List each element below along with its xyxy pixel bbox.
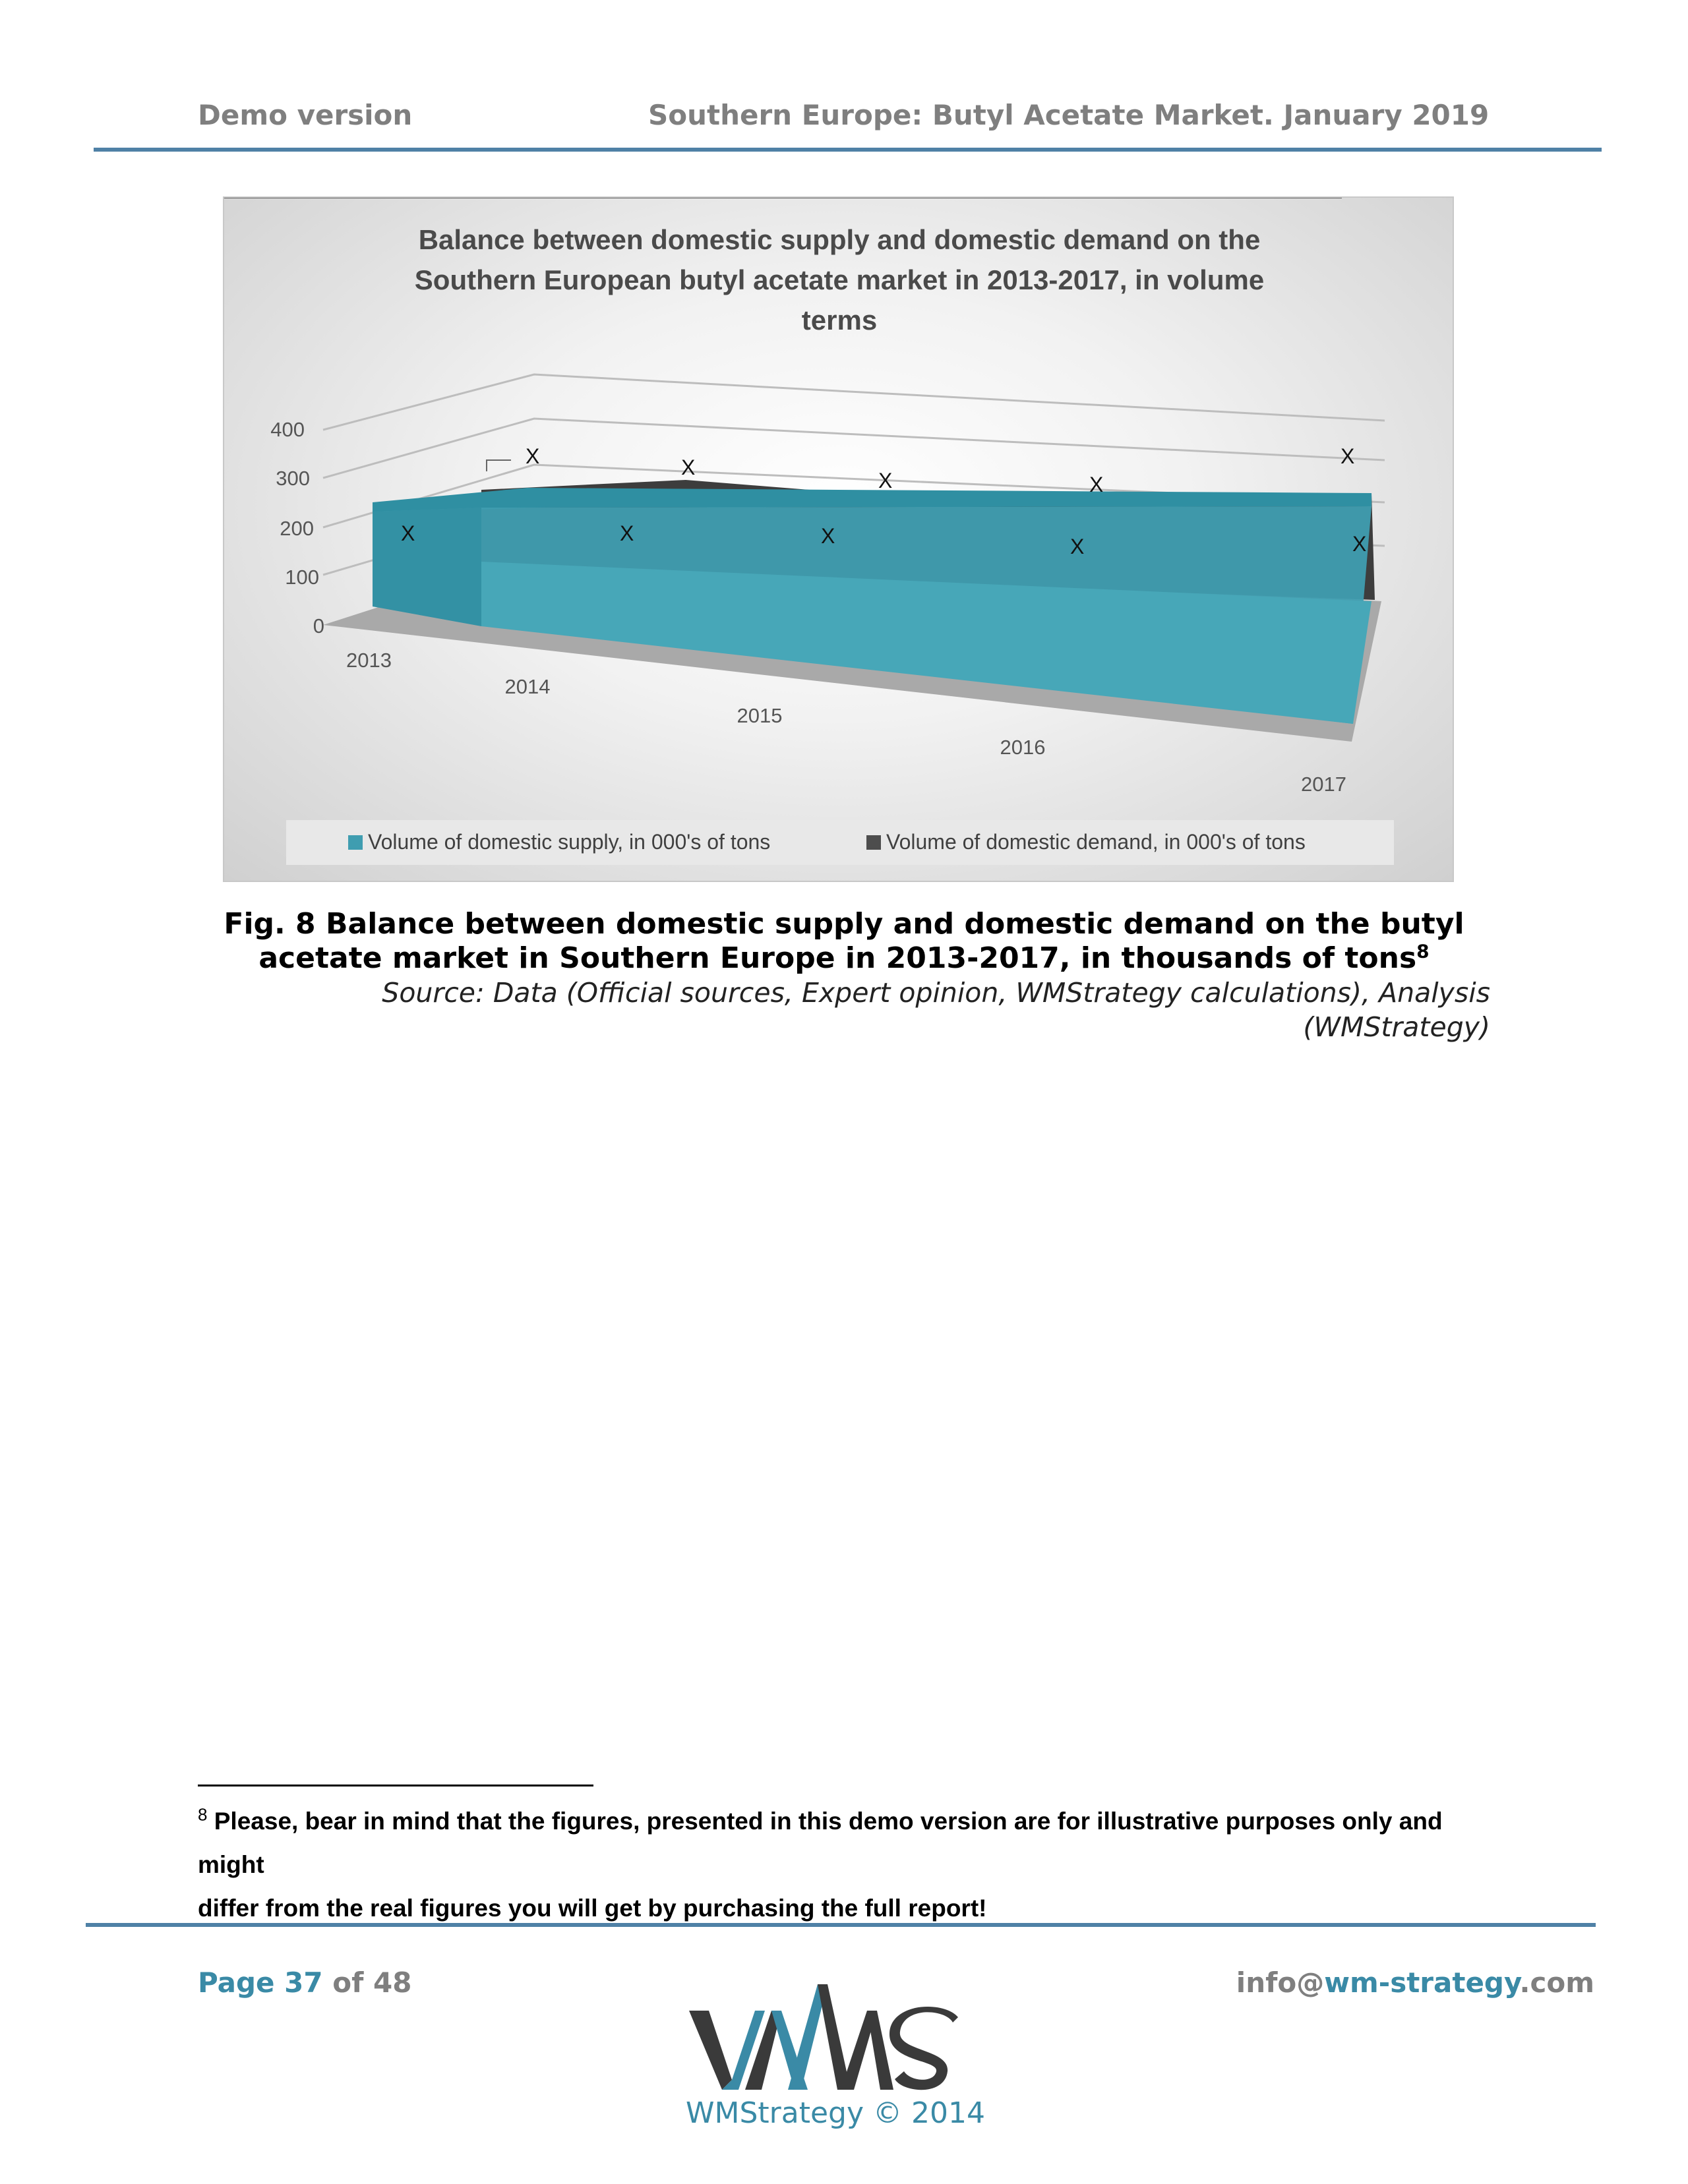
- figure-source-line-2: (WMStrategy): [1303, 1011, 1490, 1043]
- legend-swatch-demand: [866, 835, 881, 850]
- figure-caption: [198, 907, 1490, 1044]
- demand-point-label-2013: X: [526, 444, 540, 468]
- logo-caption: WMStrategy © 2014: [686, 2096, 985, 2130]
- email-domain: wm-strategy: [1324, 1966, 1520, 1999]
- x-tick-2013: 2013: [346, 649, 392, 672]
- email-suffix: .com: [1519, 1966, 1594, 1999]
- y-tick-200: 200: [280, 517, 314, 540]
- demand-point-label-2014: X: [681, 456, 696, 479]
- figure-caption-line-2-text: acetate market in Southern Europe in 2013-2017, in thousands of tons: [258, 941, 1417, 975]
- supply-point-label-2013: X: [401, 521, 415, 545]
- chart-title-line-1: Balance between domestic supply and domestic demand on the: [418, 224, 1261, 255]
- page-word: Page: [198, 1966, 275, 1999]
- legend-label-supply: Volume of domestic supply, in 000's of tons: [368, 830, 771, 854]
- supply-area-side: [373, 508, 481, 626]
- header-report-title: Southern Europe: Butyl Acetate Market. January 2019: [648, 99, 1490, 131]
- chart-title-line-3: terms: [801, 305, 878, 336]
- page-number: [198, 1966, 411, 1999]
- supply-point-label-2015: X: [821, 524, 835, 548]
- supply-point-label-2014: X: [620, 521, 634, 545]
- figure-source-line-1: Source: Data (Official sources, Expert opinion, WMStrategy calculations), Analysis: [382, 977, 1490, 1009]
- figure-footnote-ref[interactable]: 8: [1416, 940, 1430, 962]
- x-tick-2016: 2016: [1000, 736, 1046, 759]
- page-total: of 48: [332, 1966, 412, 1999]
- x-tick-2015: 2015: [737, 704, 783, 727]
- legend-label-demand: Volume of domestic demand, in 000's of tons: [886, 830, 1306, 854]
- chart-svg: [224, 198, 1455, 883]
- demand-point-label-2016: X: [1089, 473, 1104, 496]
- footer-divider: [86, 1923, 1596, 1927]
- figure-caption-line-1: Fig. 8 Balance between domestic supply and domestic demand on the butyl: [224, 907, 1464, 941]
- header-demo-label: Demo version: [198, 99, 413, 131]
- figure-caption-line-2: [198, 941, 1490, 976]
- header-divider: [94, 148, 1602, 152]
- footnote: [198, 1800, 1503, 1930]
- legend-swatch-supply: [348, 835, 363, 850]
- contact-email-link[interactable]: [1236, 1966, 1594, 1999]
- x-tick-2014: 2014: [504, 675, 551, 698]
- footnote-divider: [198, 1785, 593, 1786]
- footnote-line-1-text: Please, bear in mind that the figures, presented in this demo version are for illustrative purposes only and might: [198, 1808, 1443, 1878]
- chart-title-line-2: Southern European butyl acetate market in 2013-2017, in volume: [414, 264, 1265, 295]
- demand-point-label-2015: X: [878, 469, 893, 492]
- footnote-line-2: differ from the real figures you will get by purchasing the full report!: [198, 1895, 987, 1922]
- wms-logo-icon: [682, 1971, 959, 2103]
- x-tick-2017: 2017: [1301, 773, 1346, 796]
- supply-point-label-2016: X: [1070, 535, 1085, 558]
- demand-point-label-2017: X: [1341, 444, 1355, 468]
- y-tick-100: 100: [285, 566, 319, 589]
- y-tick-0: 0: [313, 614, 324, 637]
- chart-container: [223, 196, 1454, 882]
- footnote-marker: 8: [198, 1804, 208, 1825]
- supply-point-label-2017: X: [1352, 532, 1367, 556]
- y-tick-300: 300: [276, 467, 310, 490]
- y-tick-400: 400: [270, 418, 305, 441]
- footnote-line-1: [198, 1800, 1503, 1887]
- email-prefix: info@: [1236, 1966, 1325, 1999]
- page-current: 37: [284, 1966, 323, 1999]
